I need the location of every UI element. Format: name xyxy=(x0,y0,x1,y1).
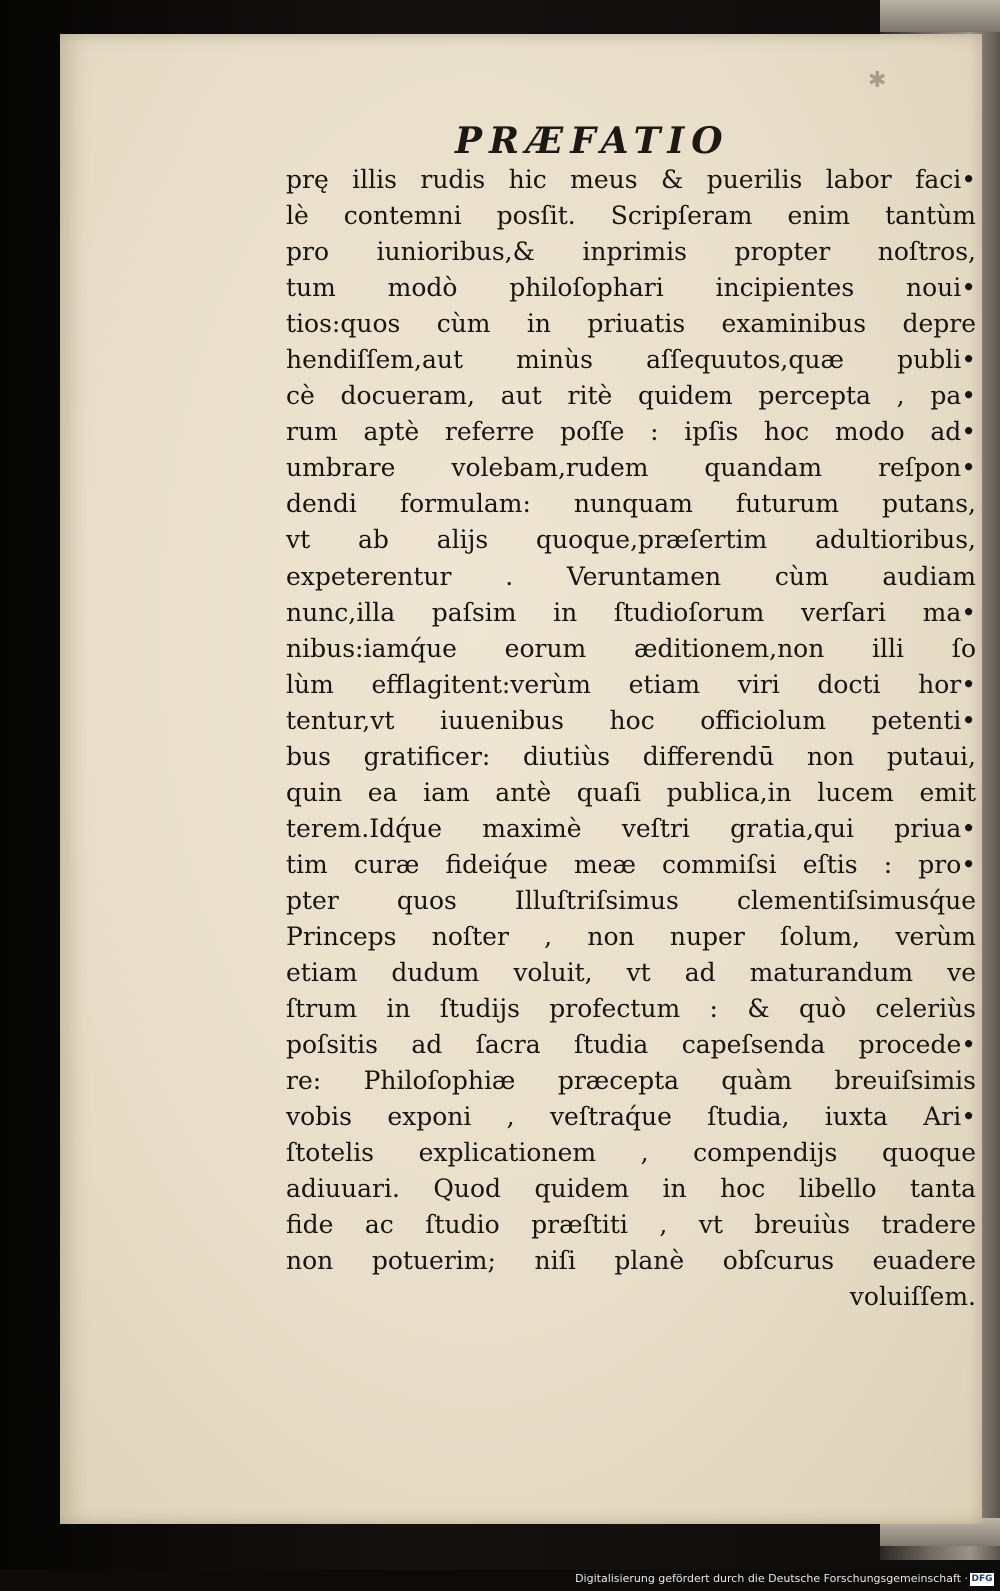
text-line: terem.Idq́ue maximè veſtri gratia,qui priua• xyxy=(286,813,976,843)
text-line: adiuuari. Quod quidem in hoc libello tanta xyxy=(286,1174,976,1204)
text-line: ſtrum in ſtudijs profectum : & quò celeriùs xyxy=(286,994,976,1024)
text-line: ſtotelis explicationem , compendijs quoque xyxy=(286,1138,976,1168)
book-page xyxy=(60,34,982,1524)
text-line: rum aptè referre poſſe : ipſis hoc modo ad• xyxy=(286,417,976,447)
text-line: dendi formulam: nunquam futurum putans, xyxy=(286,489,976,519)
text-line: non potuerim; niſi planè obſcurus euadere xyxy=(286,1246,976,1276)
text-line: quin ea iam antè quaſi publica,in lucem emit xyxy=(286,777,976,807)
page-edges-top xyxy=(880,0,1000,32)
text-line: bus gratificer: diutiùs differendū non putaui, xyxy=(286,741,976,771)
running-head: PRÆFATIO xyxy=(455,120,730,162)
text-line: hendiſſem,aut minùs aſſequutos,quæ publi• xyxy=(286,345,976,375)
ornament-icon: ✱ xyxy=(868,68,887,93)
text-line: cè docueram, aut ritè quidem percepta , pa• xyxy=(286,381,976,411)
text-line: re: Philoſophiæ præcepta quàm breuiſsimis xyxy=(286,1066,976,1096)
text-line: fide ac ſtudio præſtiti , vt breuiùs tradere xyxy=(286,1210,976,1240)
digitization-credit: Digitalisierung gefördert durch die Deutsche Forschungsgemeinschaft · xyxy=(575,1572,968,1585)
text-line: etiam dudum voluit, vt ad maturandum ve xyxy=(286,958,976,988)
dfg-logo: DFG xyxy=(971,1574,993,1584)
text-line: pter quos Illuſtriſsimus clementiſsimusq́ue xyxy=(286,885,976,915)
text-line: poſsitis ad ſacra ſtudia capeſsenda procede• xyxy=(286,1030,976,1060)
body-text xyxy=(286,162,976,1316)
text-line: lè contemni posſit. Scripſeram enim tantùm xyxy=(286,201,976,231)
text-line: vobis exponi , veſtraq́ue ſtudia, iuxta Ari• xyxy=(286,1102,976,1132)
text-line: prę illis rudis hic meus & puerilis labor faci• xyxy=(286,165,976,194)
text-line: lùm efflagitent:verùm etiam viri docti hor• xyxy=(286,669,976,699)
text-line: tum modò philoſophari incipientes noui• xyxy=(286,273,976,303)
text-line: tios:quos cùm in priuatis examinibus depre xyxy=(286,309,976,339)
text-line: pro iunioribus,& inprimis propter noſtros, xyxy=(286,237,976,267)
text-line: nunc,illa paſsim in ſtudioſorum verſari ma• xyxy=(286,597,976,627)
text-line: expeterentur . Veruntamen cùm audiam xyxy=(286,561,976,591)
text-line: Princeps noſter , non nuper ſolum, verùm xyxy=(286,921,976,951)
text-line: vt ab alijs quoque,præſertim adultioribus, xyxy=(286,525,976,555)
text-line: nibus:iamq́ue eorum æditionem,non illi ſo xyxy=(286,633,976,663)
text-line: tim curæ fideiq́ue meæ commiſsi eſtis : pro• xyxy=(286,849,976,879)
text-line: umbrare volebam,rudem quandam reſpon• xyxy=(286,453,976,483)
text-line: tentur,vt iuuenibus hoc officiolum petenti• xyxy=(286,705,976,735)
text-line: voluiſſem. xyxy=(849,1282,976,1312)
